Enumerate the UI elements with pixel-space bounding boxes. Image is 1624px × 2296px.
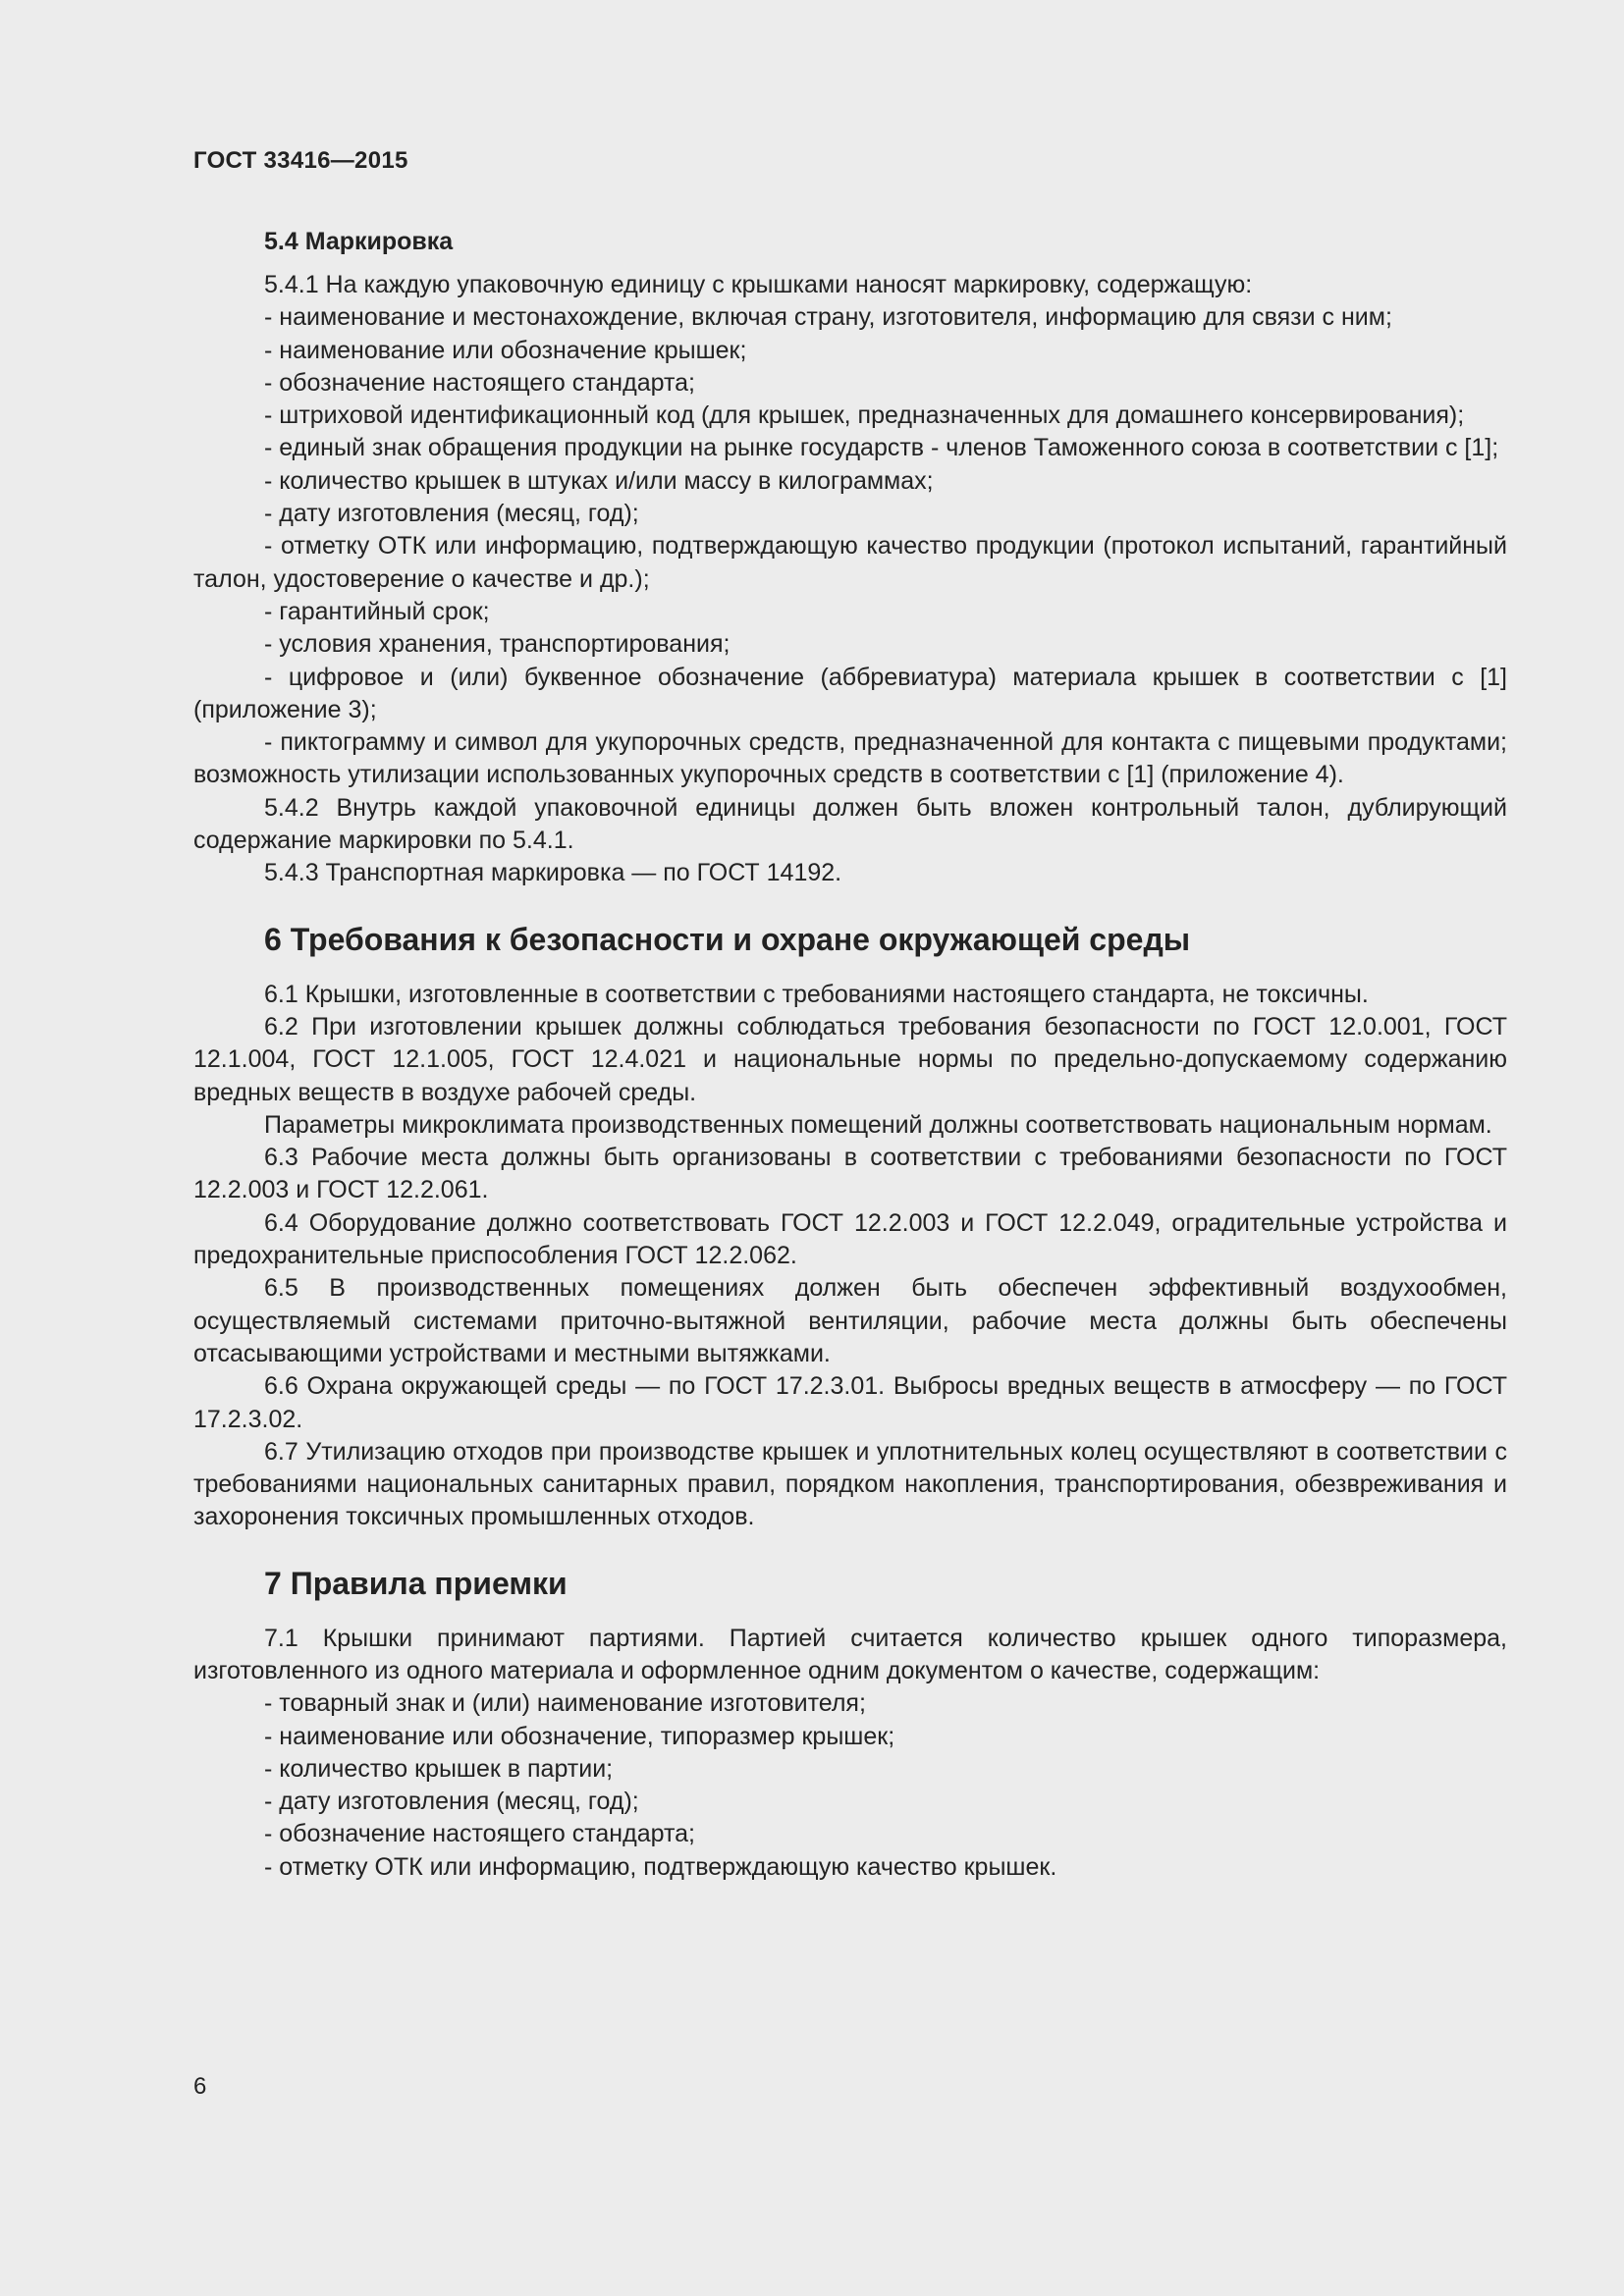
paragraph: 5.4.2 Внутрь каждой упаковочной единицы должен быть вложен контрольный талон, дублирующий содержание маркировки по 5.4.1. bbox=[193, 793, 1507, 855]
paragraph: 6.5 В производственных помещениях должен быть обеспечен эффективный воздухообмен, осуществляемый системами приточно-вытяжной вентиляции, рабочие места должны быть обеспечены отсасывающими устройствами и местными вытяжками. bbox=[193, 1274, 1507, 1367]
list-item: - гарантийный срок; bbox=[264, 597, 490, 625]
section-7-title: 7 Правила приемки bbox=[264, 1565, 568, 1601]
paragraph: Параметры микроклимата производственных помещений должны соответствовать национальным нормам. bbox=[264, 1110, 1492, 1139]
paragraph: 6.3 Рабочие места должны быть организованы в соответствии с требованиями безопасности по ГОСТ 12.2.003 и ГОСТ 12.2.061. bbox=[193, 1144, 1507, 1204]
list-item: - отметку ОТК или информацию, подтверждающую качество крышек. bbox=[264, 1852, 1057, 1881]
page-content bbox=[193, 222, 1507, 1884]
paragraph: 6.2 При изготовлении крышек должны соблюдаться требования безопасности по ГОСТ 12.0.001, ГОСТ 12.1.004, ГОСТ 12.1.005, ГОСТ 12.4.021 и национальные нормы по предельно-допускаемому содержанию вредных веществ в воздухе рабочей среды. bbox=[193, 1012, 1507, 1106]
paragraph: 5.4.3 Транспортная маркировка — по ГОСТ 14192. bbox=[264, 859, 842, 887]
list-item: - условия хранения, транспортирования; bbox=[264, 630, 731, 659]
document-header: ГОСТ 33416—2015 bbox=[193, 147, 408, 174]
list-item: - пиктограмму и символ для укупорочных средств, предназначенной для контакта с пищевыми продуктами; возможность утилизации использованных укупорочных средств в соответствии с [1] (приложение 4). bbox=[193, 728, 1507, 789]
list-item: - обозначение настоящего стандарта; bbox=[264, 368, 695, 397]
paragraph: 5.4.1 На каждую упаковочную единицу с крышками наносят маркировку, содержащую: bbox=[264, 271, 1253, 298]
list-item: - наименование и местонахождение, включая страну, изготовителя, информацию для связи с ним; bbox=[264, 303, 1392, 332]
section-5-4-title: 5.4 Маркировка bbox=[264, 228, 454, 255]
list-item: - цифровое и (или) буквенное обозначение (аббревиатура) материала крышек в соответствии с [1] (приложение 3); bbox=[193, 663, 1507, 723]
page-number: 6 bbox=[193, 2073, 207, 2100]
paragraph: 6.7 Утилизацию отходов при производстве крышек и уплотнительных колец осуществляют в соответствии с требованиями национальных санитарных правил, порядком накопления, транспортирования, обезвреживания и захоронения токсичных промышленных отходов. bbox=[193, 1437, 1507, 1531]
list-item: - штриховой идентификационный код (для крышек, предназначенных для домашнего консервирования); bbox=[264, 401, 1465, 430]
list-item: - дату изготовления (месяц, год); bbox=[264, 500, 639, 528]
paragraph: 6.4 Оборудование должно соответствовать ГОСТ 12.2.003 и ГОСТ 12.2.049, оградительные устройства и предохранительные приспособления ГОСТ 12.2.062. bbox=[193, 1208, 1507, 1270]
list-item: - товарный знак и (или) наименование изготовителя; bbox=[264, 1689, 866, 1718]
list-item: - единый знак обращения продукции на рынке государств - членов Таможенного союза в соответствии с [1]; bbox=[264, 434, 1499, 462]
list-item: - наименование или обозначение, типоразмер крышек; bbox=[264, 1722, 895, 1750]
paragraph: 6.1 Крышки, изготовленные в соответствии с требованиями настоящего стандарта, не токсичны. bbox=[264, 980, 1369, 1008]
list-item: - дату изготовления (месяц, год); bbox=[264, 1788, 639, 1816]
list-item: - количество крышек в штуках и/или массу в килограммах; bbox=[264, 466, 934, 495]
list-item: - количество крышек в партии; bbox=[264, 1754, 614, 1783]
list-item: - обозначение настоящего стандарта; bbox=[264, 1820, 695, 1848]
list-item: - отметку ОТК или информацию, подтверждающую качество продукции (протокол испытаний, гарантийный талон, удостоверение о качестве и др.); bbox=[193, 532, 1507, 593]
section-6-title: 6 Требования к безопасности и охране окружающей среды bbox=[264, 921, 1191, 957]
paragraph: 7.1 Крышки принимают партиями. Партией считается количество крышек одного типоразмера, изготовленного из одного материала и оформленное одним документом о качестве, содержащим: bbox=[193, 1624, 1507, 1684]
paragraph: 6.6 Охрана окружающей среды — по ГОСТ 17.2.3.01. Выбросы вредных веществ в атмосферу — по ГОСТ 17.2.3.02. bbox=[193, 1372, 1507, 1433]
list-item: - наименование или обозначение крышек; bbox=[264, 336, 747, 364]
